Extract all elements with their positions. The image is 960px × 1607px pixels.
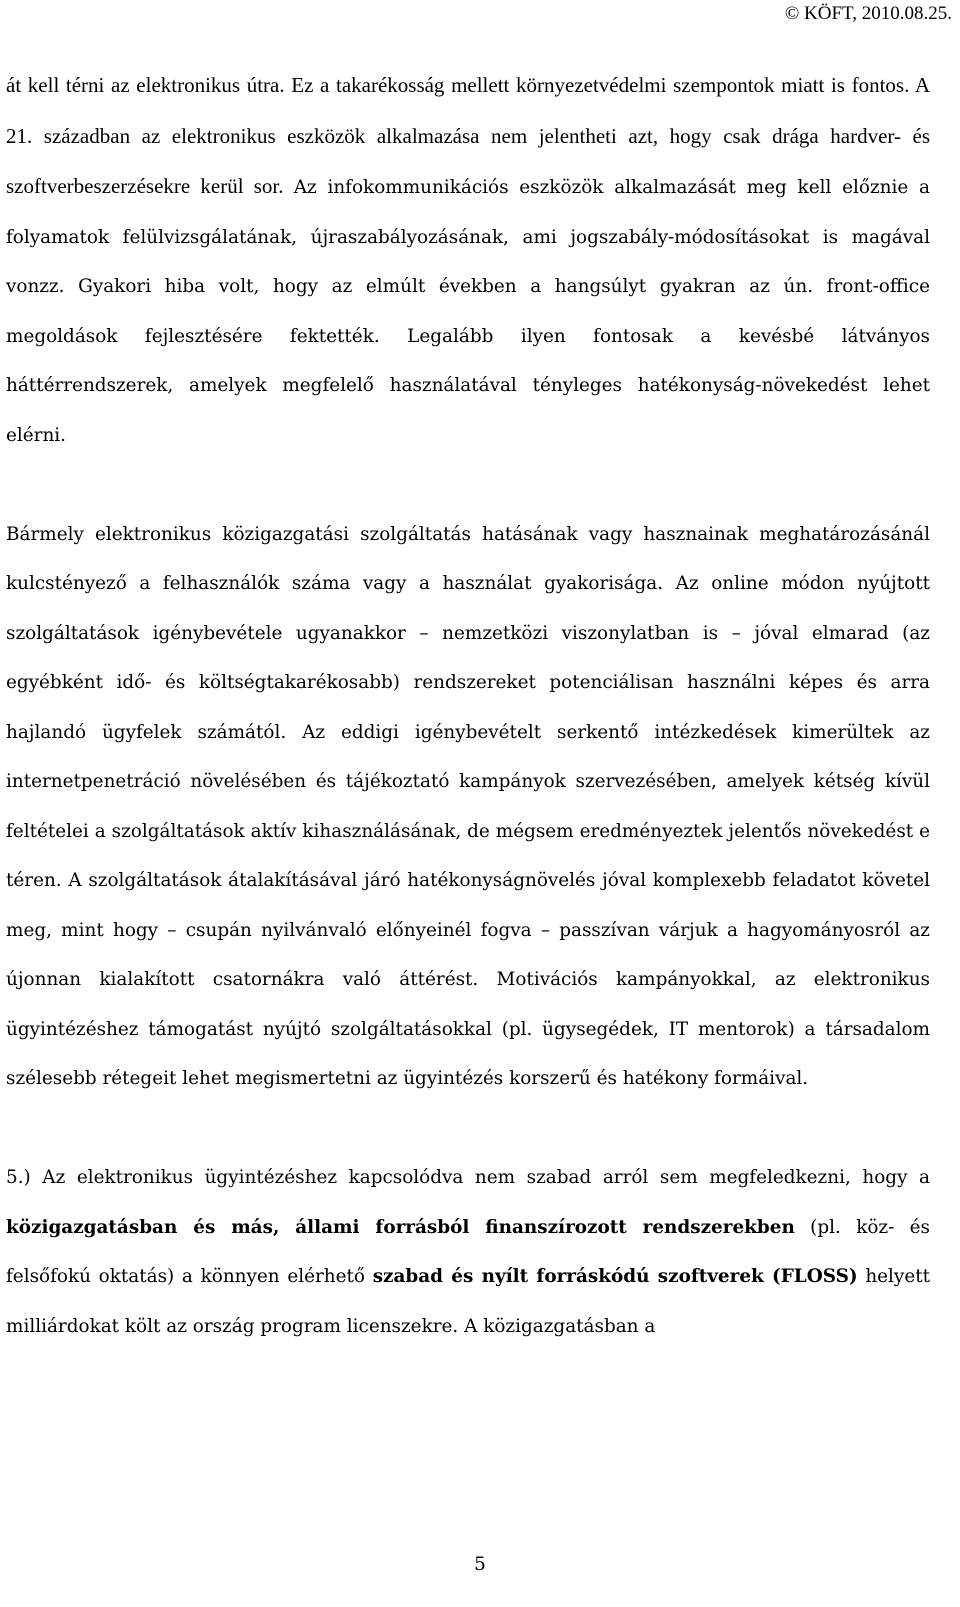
bold-emphasis: szabad és nyílt forráskódú szoftverek (FLOSS): [372, 1266, 858, 1287]
paragraph-floss: [6, 1153, 930, 1351]
bold-emphasis: közigazgatásban és más, állami forrásból finanszírozott rendszerekben: [6, 1216, 795, 1238]
document-body: [6, 61, 930, 1351]
paragraph-egovernment-tools: [6, 61, 930, 460]
paragraph-text: 5.) Az elektronikus ügyintézéshez kapcsolódva nem szabad arról sem megfeledkezni, hogy a: [6, 1167, 930, 1188]
page-number: 5: [474, 1554, 486, 1575]
paragraph-text: helyett milliárdokat költ az ország program licenszekre. A közigazgatásban a: [6, 1266, 930, 1337]
paragraph-gap: [6, 1104, 930, 1154]
paragraph-service-usage: [6, 510, 930, 1104]
paragraph-text: Az infokommunikációs eszközök alkalmazását meg kell előznie a folyamatok felülvizsgálatának, újraszabályozásának, ami jogszabály-módosításokat is magával vonzz. Gyakori hiba volt, hogy az elmúlt években a hangsúlyt gyakran az ún. front-office megoldások fejlesztésére fektették. Legalább ilyen fontosak a kevésbé látványos háttérrendszerek, amelyek megfelelő használatával tényleges hatékonyság-növekedést lehet elérni.: [6, 177, 931, 446]
paragraph-gap: [6, 460, 930, 510]
header-stamp: © KÖFT, 2010.08.25.: [784, 3, 952, 24]
paragraph-text: (pl. köz- és felsőfokú oktatás) a könnyen elérhető: [6, 1216, 930, 1287]
paragraph-text: Bármely elektronikus közigazgatási szolgáltatás hatásának vagy hasznainak meghatározásánál kulcstényező a felhasználók száma vagy a használat gyakorisága. Az online módon nyújtott szolgáltatások igénybevétele ugyanakkor – nemzetközi viszonylatban is – jóval elmarad (az egyébként idő- és költségtakarékosabb) rendszereket potenciálisan használni képes és arra hajlandó ügyfelek számától. Az eddigi igénybevételt serkentő intézkedések kimerültek az internetpenetráció növelésében és tájékoztató kampányok szervezésében, amelyek kétség kívül feltételei a szolgáltatások aktív kihasználásának, de mégsem eredményeztek jelentős növekedést e téren. A szolgáltatások átalakításával járó hatékonyságnövelés jóval komplexebb feladatot követel meg, mint hogy – csupán nyilvánvaló előnyeinél fogva – passzívan várjuk a hagyományosról az újonnan kialakított csatornákra való áttérést. Motivációs kampányokkal, az elektronikus ügyintézéshez támogatást nyújtó szolgáltatásokkal (pl. ügysegédek, IT mentorok) a társadalom szélesebb rétegeit lehet megismertetni az ügyintézés korszerű és hatékony formáival.: [6, 523, 930, 1089]
paragraph-intro-text: át kell térni az elektronikus útra. Ez a takarékosság mellett környezetvédelmi szempontok miatt is fontos. A 21. században az elektronikus eszközök alkalmazása nem jelentheti azt, hogy csak drága hardver- és szoftverbeszerzésekre kerül sor.: [6, 73, 930, 198]
